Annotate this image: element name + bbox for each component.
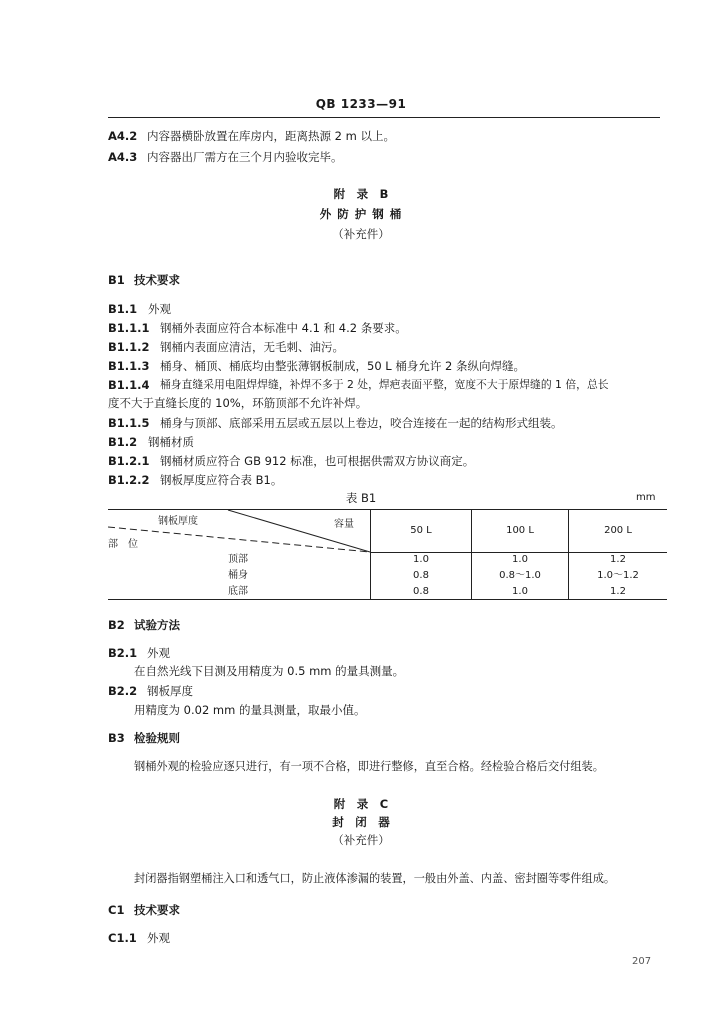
corner-steel-label: 钢板厚度 [158,516,198,527]
table-cell: 0.8～1.0 [499,570,541,581]
clause-number: B2.1 [108,646,138,660]
section-number: B1 [108,273,125,287]
table-cell: 1.0～1.2 [597,570,639,581]
clause-number: B1.2.2 [108,473,150,487]
page-number: 207 [632,956,652,967]
appendix-c-subtitle: 封 闭 器 [332,815,390,829]
row-part-label: 桶身 [228,570,248,581]
clause-text: 内容器横卧放置在库房内，距离热源 2 m 以上。 [147,129,395,143]
table-cell: 0.8 [413,586,429,597]
clause-title: 外观 [147,646,170,660]
clause-number: B1.1.3 [108,359,150,373]
clause-text: 钢桶外表面应符合本标准中 4.1 和 4.2 条要求。 [160,321,407,335]
table-caption: 表 B1 [345,491,377,505]
appendix-c-title: 附 录 C [333,797,389,811]
thickness-table [108,509,667,600]
row-part-label: 底部 [228,586,248,597]
clause-number: C1.1 [108,931,137,945]
clause-text: 内容器出厂需方在三个月内验收完毕。 [147,150,343,164]
clause-number: A4.3 [108,150,138,164]
table-cell: 1.0 [413,554,429,565]
clause-number: B1.1.1 [108,321,150,335]
clause-number: A4.2 [108,129,138,143]
table-cell: 1.0 [512,586,528,597]
paragraph-text: 钢桶外观的检验应逐只进行，有一项不合格，即进行整修，直至合格。经检验合格后交付组装。 [134,760,604,773]
table-cell: 1.0 [512,554,528,565]
clause-text: 用精度为 0.02 mm 的量具测量，取最小值。 [134,703,366,717]
section-heading: 检验规则 [134,731,180,745]
standard-number-header: QB 1233—91 [315,97,407,111]
clause-title: 外观 [147,931,170,945]
header-rule [108,117,660,118]
clause-number: B2.2 [108,684,138,698]
table-cell: 0.8 [413,570,429,581]
table-cell: 1.2 [610,554,626,565]
clause-text: 桶身直缝采用电阻焊焊缝，补焊不多于 2 处，焊疤表面平整，宽度不大于原焊缝的 1 倍，总长 [160,378,609,391]
clause-text: 外观 [148,302,171,316]
table-unit: mm [636,492,656,503]
section-number: C1 [108,903,125,917]
clause-number: B1.2.1 [108,454,150,468]
clause-text: 钢桶材质 [148,435,194,449]
section-heading: 试验方法 [134,618,180,632]
clause-text-continued: 度不大于直缝长度的 10%，环筋顶部不允许补焊。 [108,396,368,410]
section-heading: 技术要求 [134,903,180,917]
section-number: B2 [108,618,125,632]
appendix-c-note: （补充件） [332,833,390,847]
appendix-b-subtitle: 外 防 护 钢 桶 [319,207,403,221]
row-part-label: 顶部 [228,554,248,565]
corner-part-label: 部 位 [108,539,138,550]
clause-text: 在自然光线下目测及用精度为 0.5 mm 的量具测量。 [134,664,405,678]
paragraph-text: 封闭器指钢塑桶注入口和透气口，防止液体渗漏的装置，一般由外盖、内盖、密封圈等零件组成。 [134,872,616,885]
clause-number: B1.1.2 [108,340,150,354]
table-cell: 1.2 [610,586,626,597]
clause-text: 桶身与顶部、底部采用五层或五层以上卷边，咬合连接在一起的结构形式组装。 [160,416,563,430]
clause-text: 桶身、桶顶、桶底均由整张薄钢板制成，50 L 桶身允许 2 条纵向焊缝。 [160,359,525,373]
clause-text: 钢桶内表面应清洁，无毛刺、油污。 [160,340,344,354]
corner-capacity-label: 容量 [334,519,354,530]
appendix-b-note: （补充件） [332,227,390,241]
clause-text: 钢板厚度应符合表 B1。 [160,473,283,487]
column-header: 50 L [410,525,432,536]
clause-number: B1.2 [108,435,138,449]
clause-title: 钢板厚度 [147,684,193,698]
clause-number: B1.1.5 [108,416,150,430]
clause-number: B1.1 [108,302,138,316]
column-header: 100 L [506,525,534,536]
section-number: B3 [108,731,125,745]
clause-text: 钢桶材质应符合 GB 912 标准，也可根据供需双方协议商定。 [160,454,475,468]
section-heading: 技术要求 [134,273,180,287]
appendix-b-title: 附 录 B [333,187,389,201]
column-header: 200 L [604,525,632,536]
clause-number: B1.1.4 [108,378,150,392]
